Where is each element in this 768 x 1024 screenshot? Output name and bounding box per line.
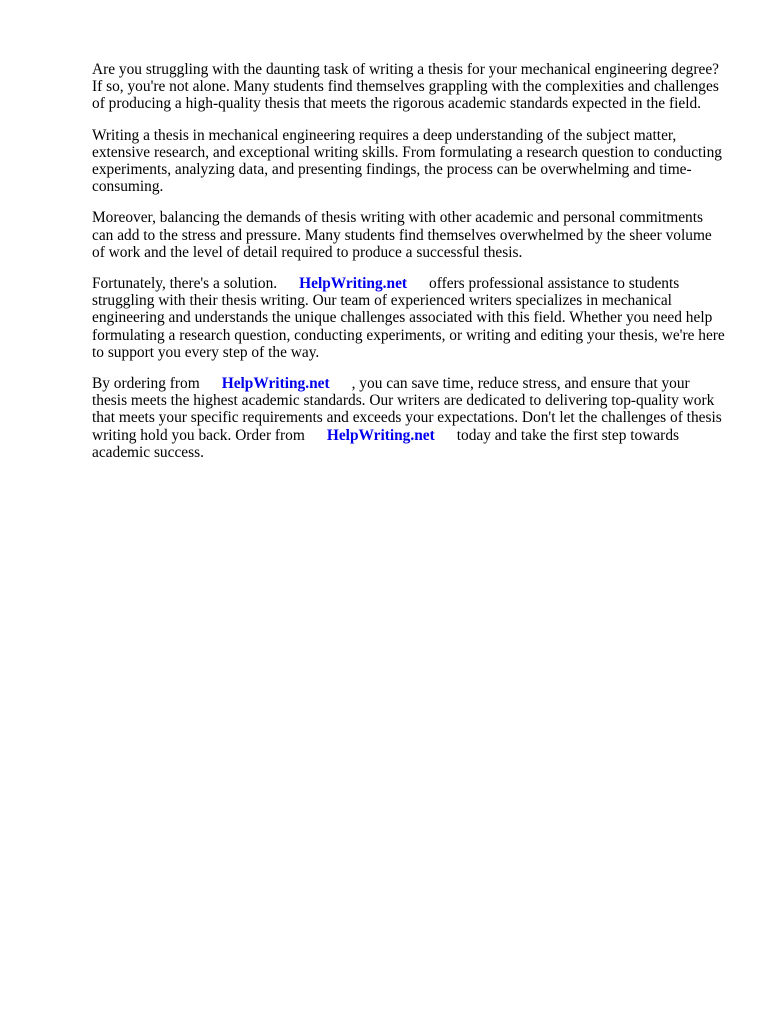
- solution-text-after: offers professional assistance to students struggling with their thesis writing. Our team of experienced writers specializes in mechanical engineering and understands the unique challenges associated with this field. Whether you need help formulating a research question, conducting experiments, or writing and editing your thesis, we're here to support you every step of the way.: [92, 275, 725, 361]
- paragraph-solution: [92, 275, 728, 361]
- ordering-text-after: today and take the first step towards academic success.: [92, 426, 679, 461]
- ordering-text-before: By ordering from: [92, 375, 200, 393]
- helpwriting-link-2[interactable]: HelpWriting.net: [221, 375, 330, 393]
- paragraph-intro: Are you struggling with the daunting task of writing a thesis for your mechanical engineering degree? If so, you're not alone. Many students find themselves grappling with the complexities and challenges of producing a high-quality thesis that meets the rigorous academic standards expected in the field.: [92, 61, 719, 113]
- helpwriting-link-1[interactable]: HelpWriting.net: [299, 275, 408, 293]
- solution-text-before: Fortunately, there's a solution.: [92, 275, 278, 293]
- ordering-text-middle: , you can save time, reduce stress, and ensure that your thesis meets the highest academic standards. Our writers are dedicated to delivering top-quality work that meets your specific requirements and exceeds your expectations. Don't let the challenges of thesis writing hold you back. Order from: [92, 375, 722, 444]
- helpwriting-link-3[interactable]: HelpWriting.net: [326, 426, 435, 444]
- paragraph-balancing: Moreover, balancing the demands of thesis writing with other academic and personal commitments can add to the stress and pressure. Many students find themselves overwhelmed by the sheer volume of work and the level of detail required to produce a successful thesis.: [92, 209, 712, 261]
- paragraph-requirements: Writing a thesis in mechanical engineering requires a deep understanding of the subject matter, extensive research, and exceptional writing skills. From formulating a research question to conducting experiments, analyzing data, and presenting findings, the process can be overwhelming and time-consuming.: [92, 126, 722, 196]
- paragraph-ordering: [92, 375, 728, 461]
